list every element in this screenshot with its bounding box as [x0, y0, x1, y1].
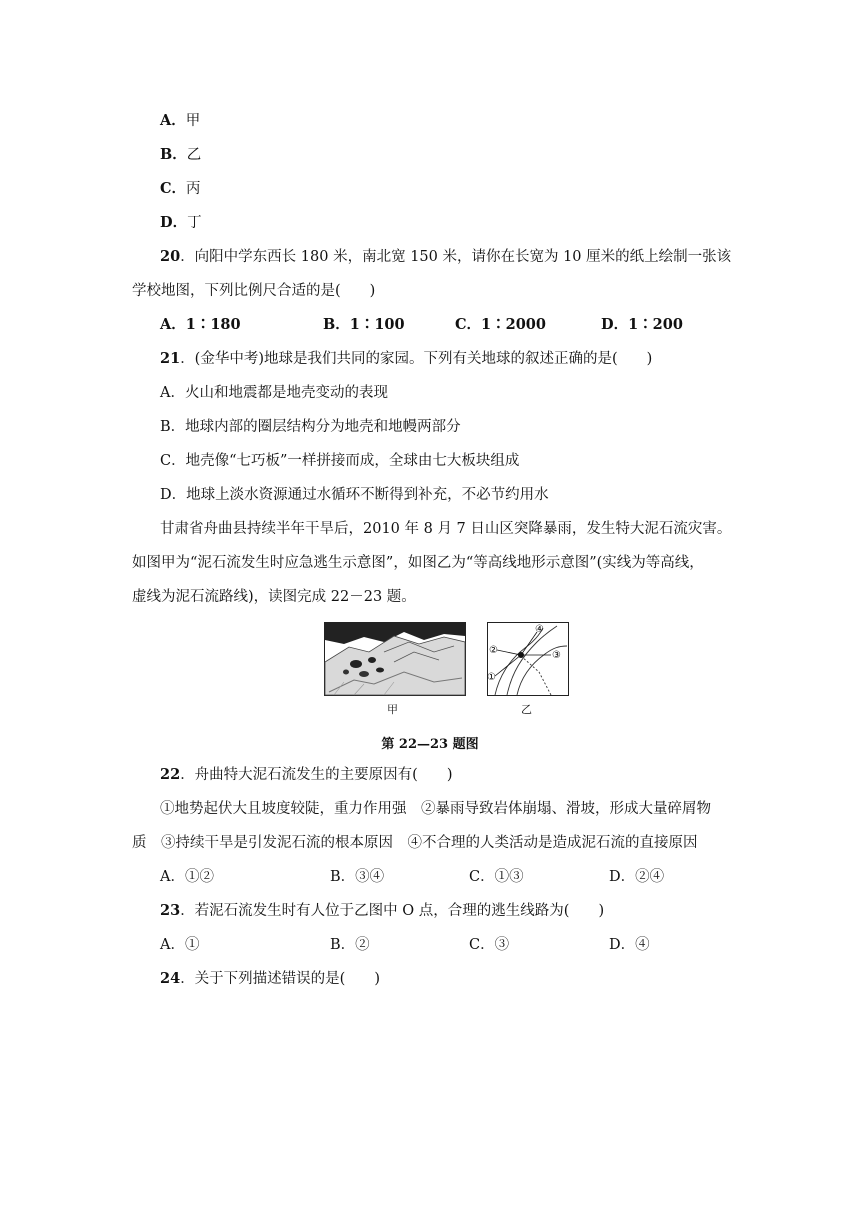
- q23-option-c: C．③: [469, 937, 510, 953]
- marker-2: ②: [489, 645, 498, 656]
- passage-line-2: 如图甲为“泥石流发生时应急逃生示意图”，如图乙为“等高线地形示意图”(实线为等高线，: [132, 555, 704, 571]
- q19-option-b: B．乙: [160, 146, 202, 163]
- q22-option-c: C．①③: [469, 869, 524, 885]
- q19-option-a: A．甲: [160, 112, 201, 129]
- q23-option-a: A．①: [160, 937, 200, 953]
- q21-stem: 21．(金华中考)地球是我们共同的家园。下列有关地球的叙述正确的是( ): [160, 350, 653, 367]
- q22-option-a: A．①②: [160, 869, 214, 885]
- q19-option-c: C．丙: [160, 180, 201, 197]
- q24-stem: 24．关于下列描述错误的是( ): [160, 970, 381, 987]
- figure-yi-label: 乙: [521, 703, 532, 716]
- marker-4: ④: [535, 624, 544, 635]
- q22-stem: 22．舟曲特大泥石流发生的主要原因有( ): [160, 766, 453, 783]
- q20-stem-cont: 学校地图，下列比例尺合适的是( ): [132, 283, 376, 299]
- passage-line-3: 虚线为泥石流路线)，读图完成 22－23 题。: [132, 589, 416, 605]
- q20-option-c: C．1∶2000: [455, 316, 546, 333]
- q21-option-b: B．地球内部的圈层结构分为地壳和地幔两部分: [160, 419, 461, 435]
- q21-option-a: A．火山和地震都是地壳变动的表现: [160, 385, 388, 401]
- marker-3: ③: [552, 650, 561, 661]
- q22-option-d: D．②④: [609, 869, 665, 885]
- q23-stem: 23．若泥石流发生时有人位于乙图中 O 点，合理的逃生线路为( ): [160, 902, 605, 919]
- q20-stem: 20．向阳中学东西长 180 米，南北宽 150 米，请你在长宽为 10 厘米的纸上绘制一张该: [160, 248, 732, 265]
- figure-caption: 第 22—23 题图: [381, 737, 479, 752]
- figure-jia-label: 甲: [387, 703, 398, 716]
- q22-body-1: ①地势起伏大且坡度较陡，重力作用强 ②暴雨导致岩体崩塌、滑坡，形成大量碎屑物: [160, 801, 711, 817]
- q21-option-d: D．地球上淡水资源通过水循环不断得到补充，不必节约用水: [160, 487, 549, 503]
- figure-jia-landscape: [324, 622, 466, 696]
- q20-option-b: B．1∶100: [323, 316, 405, 333]
- q23-option-b: B．②: [330, 937, 370, 953]
- q23-option-d: D．④: [609, 937, 650, 953]
- q20-option-a: A．1∶180: [160, 316, 241, 333]
- figure-yi-contour-map: [487, 622, 569, 696]
- q20-option-d: D．1∶200: [601, 316, 683, 333]
- marker-1: ①: [487, 672, 496, 683]
- q22-body-2: 质 ③持续干旱是引发泥石流的根本原因 ④不合理的人类活动是造成泥石流的直接原因: [132, 835, 698, 851]
- passage-line-1: 甘肃省舟曲县持续半年干旱后，2010 年 8 月 7 日山区突降暴雨，发生特大泥石流灾害。: [160, 521, 732, 537]
- q19-option-d: D．丁: [160, 214, 202, 231]
- q22-option-b: B．③④: [330, 869, 385, 885]
- q21-option-c: C．地壳像“七巧板”一样拼接而成，全球由七大板块组成: [160, 453, 520, 469]
